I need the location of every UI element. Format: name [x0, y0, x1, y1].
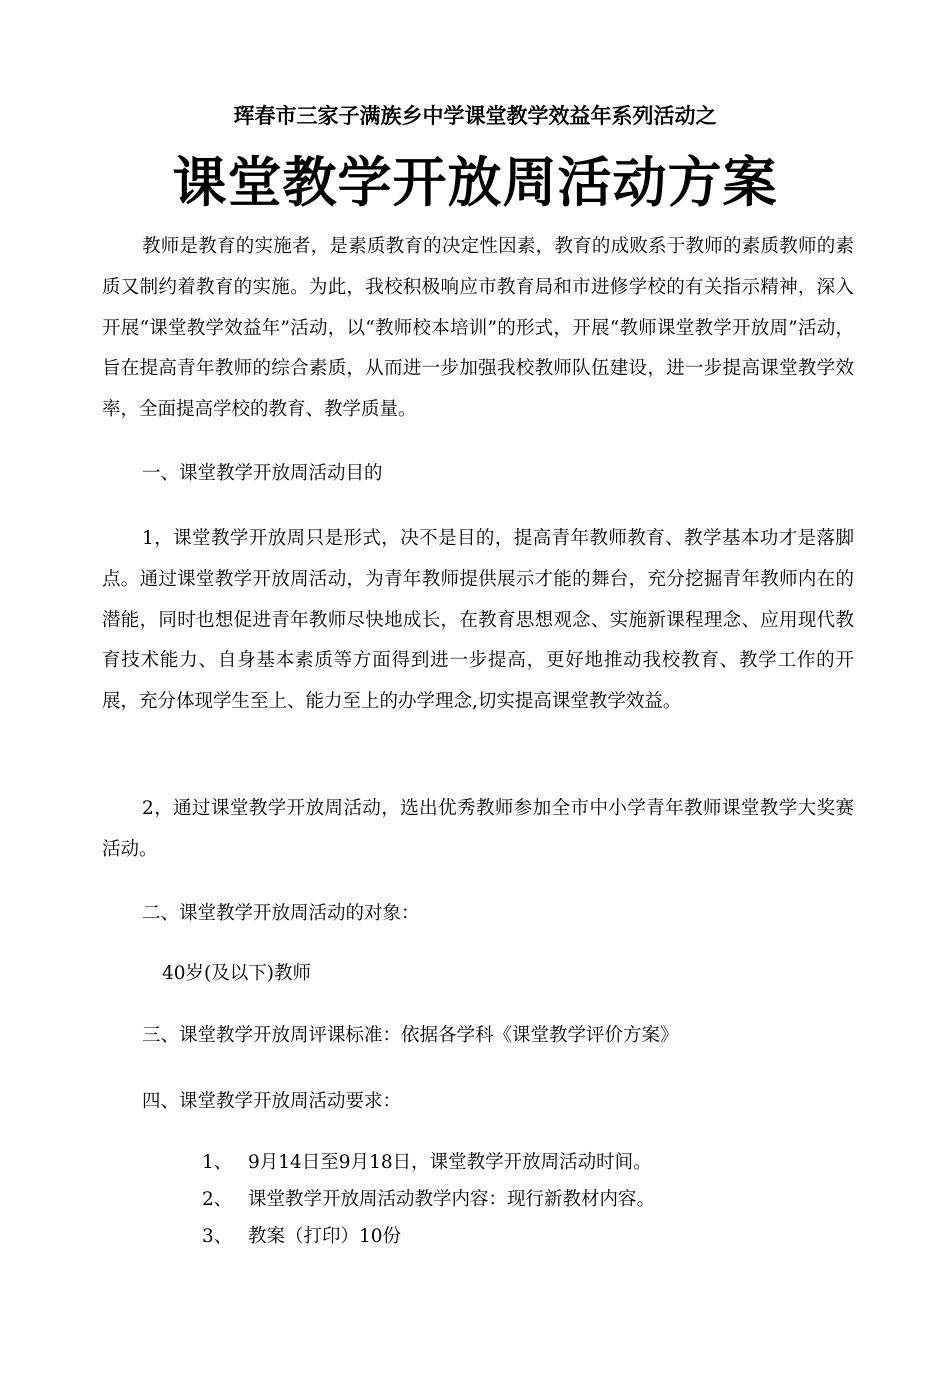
- list-item-text: 课堂教学开放周活动教学内容：现行新教材内容。: [248, 1189, 656, 1210]
- section-1-paragraph-2: 2，通过课堂教学开放周活动，选出优秀教师参加全市中小学青年教师课堂教学大奖赛活动。: [102, 798, 854, 860]
- list-item-number: 1、: [202, 1152, 233, 1173]
- section-1-heading: 一、课堂教学开放周活动目的: [142, 463, 383, 484]
- list-item-text: 教案（打印）10份: [248, 1226, 402, 1247]
- list-item: [202, 1218, 862, 1255]
- section-3-heading: 三、课堂教学开放周评课标准：依据各学科《课堂教学评价方案》: [142, 1025, 679, 1046]
- requirements-list: [202, 1144, 862, 1255]
- section-1-paragraph-1: 1，课堂教学开放周只是形式，决不是目的，提高青年教师教育、教学基本功才是落脚点。通过课堂教学开放周活动，为青年教师提供展示才能的舞台，充分挖掘青年教师内在的潜能，同时也想促进青年教师尽快地成长，在教育思想观念、实施新课程理念、应用现代教育技术能力、自身基本素质等方面得到进一步提高，更好地推动我校教育、教学工作的开展，充分体现学生至上、能力至上的办学理念,切实提高课堂教学效益。: [102, 528, 854, 713]
- section-2-heading: 二、课堂教学开放周活动的对象：: [142, 903, 420, 924]
- intro-paragraph: 教师是教育的实施者，是素质教育的决定性因素，教育的成败系于教师的素质教师的素质又制约着教育的实施。为此，我校积极响应市教育局和市进修学校的有关指示精神，深入开展“课堂教学效益年”活动，以“教师校本培训”的形式，开展“教师课堂教学开放周”活动，旨在提高青年教师的综合素质，从而进一步加强我校教师队伍建设，进一步提高课堂教学效率，全面提高学校的教育、教学质量。: [102, 236, 854, 421]
- list-item-number: 3、: [202, 1226, 233, 1247]
- list-item-text: 9月14日至9月18日，课堂教学开放周活动时间。: [248, 1152, 652, 1173]
- document-subtitle: 珲春市三家子满族乡中学课堂教学效益年系列活动之: [233, 103, 717, 128]
- section-4-heading: 四、课堂教学开放周活动要求：: [142, 1091, 402, 1112]
- list-item-number: 2、: [202, 1189, 233, 1210]
- list-item: [202, 1181, 862, 1218]
- list-item: [202, 1144, 862, 1181]
- document-title: 课堂教学开放周活动方案: [172, 150, 778, 214]
- section-2-content: 40岁(及以下)教师: [162, 963, 311, 984]
